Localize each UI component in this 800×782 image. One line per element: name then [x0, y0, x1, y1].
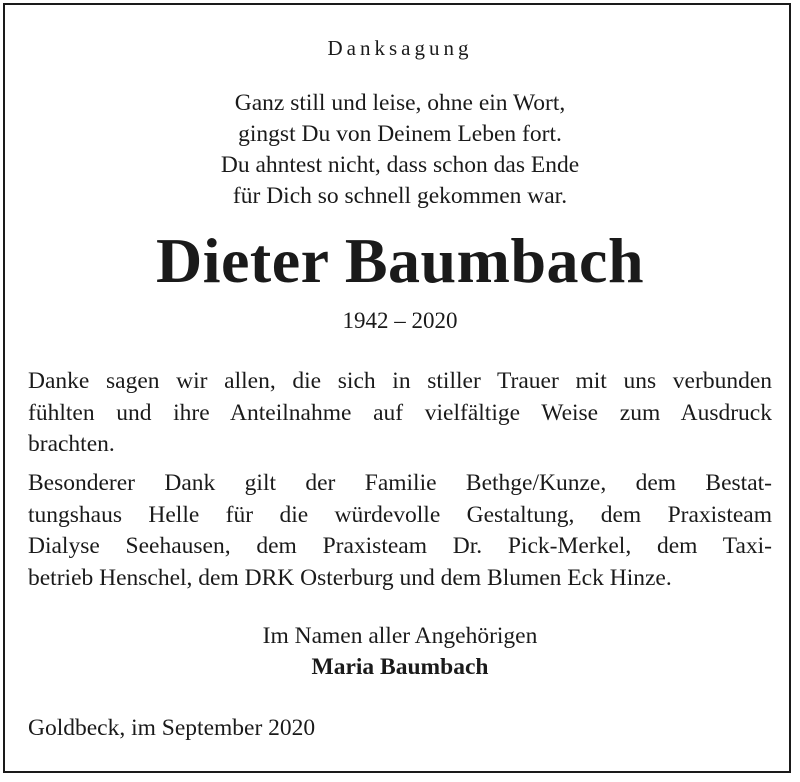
verse-line: für Dich so schnell gekommen war. [232, 183, 568, 209]
paragraph-line: Dialyse Seehausen, dem Praxisteam Dr. Pick-Merkel, dem Taxi- [28, 533, 772, 559]
paragraph-line: Danke sagen wir allen, die sich in stiller Trauer mit uns verbunden [28, 368, 772, 394]
paragraph-line: brachten. [28, 431, 115, 457]
paragraph-line: fühlten und ihre Anteilnahme auf vielfältige Weise zum Ausdruck [28, 399, 772, 426]
special-thanks-paragraph [28, 468, 772, 594]
life-dates: 1942 – 2020 [342, 308, 458, 333]
verse-line: Du ahntest nicht, dass schon das Ende [220, 152, 580, 178]
verse-line: Ganz still und leise, ohne ein Wort, [234, 90, 566, 116]
verse-line: gingst Du von Deinem Leben fort. [238, 121, 562, 147]
memorial-verse [0, 88, 800, 212]
thanks-paragraph [28, 366, 772, 461]
notice-heading: Danksagung [327, 36, 473, 60]
place-date: Goldbeck, im September 2020 [28, 715, 316, 741]
signature-name: Maria Baumbach [311, 654, 489, 680]
paragraph-line: tungshaus Helle für die würdevolle Gestaltung, dem Praxisteam [28, 501, 772, 528]
paragraph-line: Besonderer Dank gilt der Familie Bethge/Kunze, dem Bestat- [28, 470, 772, 496]
signature-block [0, 621, 800, 683]
deceased-name: Dieter Baumbach [155, 225, 645, 296]
signature-intro: Im Namen aller Angehörigen [262, 623, 538, 649]
paragraph-line: betrieb Henschel, dem DRK Osterburg und dem Blumen Eck Hinze. [28, 564, 672, 591]
